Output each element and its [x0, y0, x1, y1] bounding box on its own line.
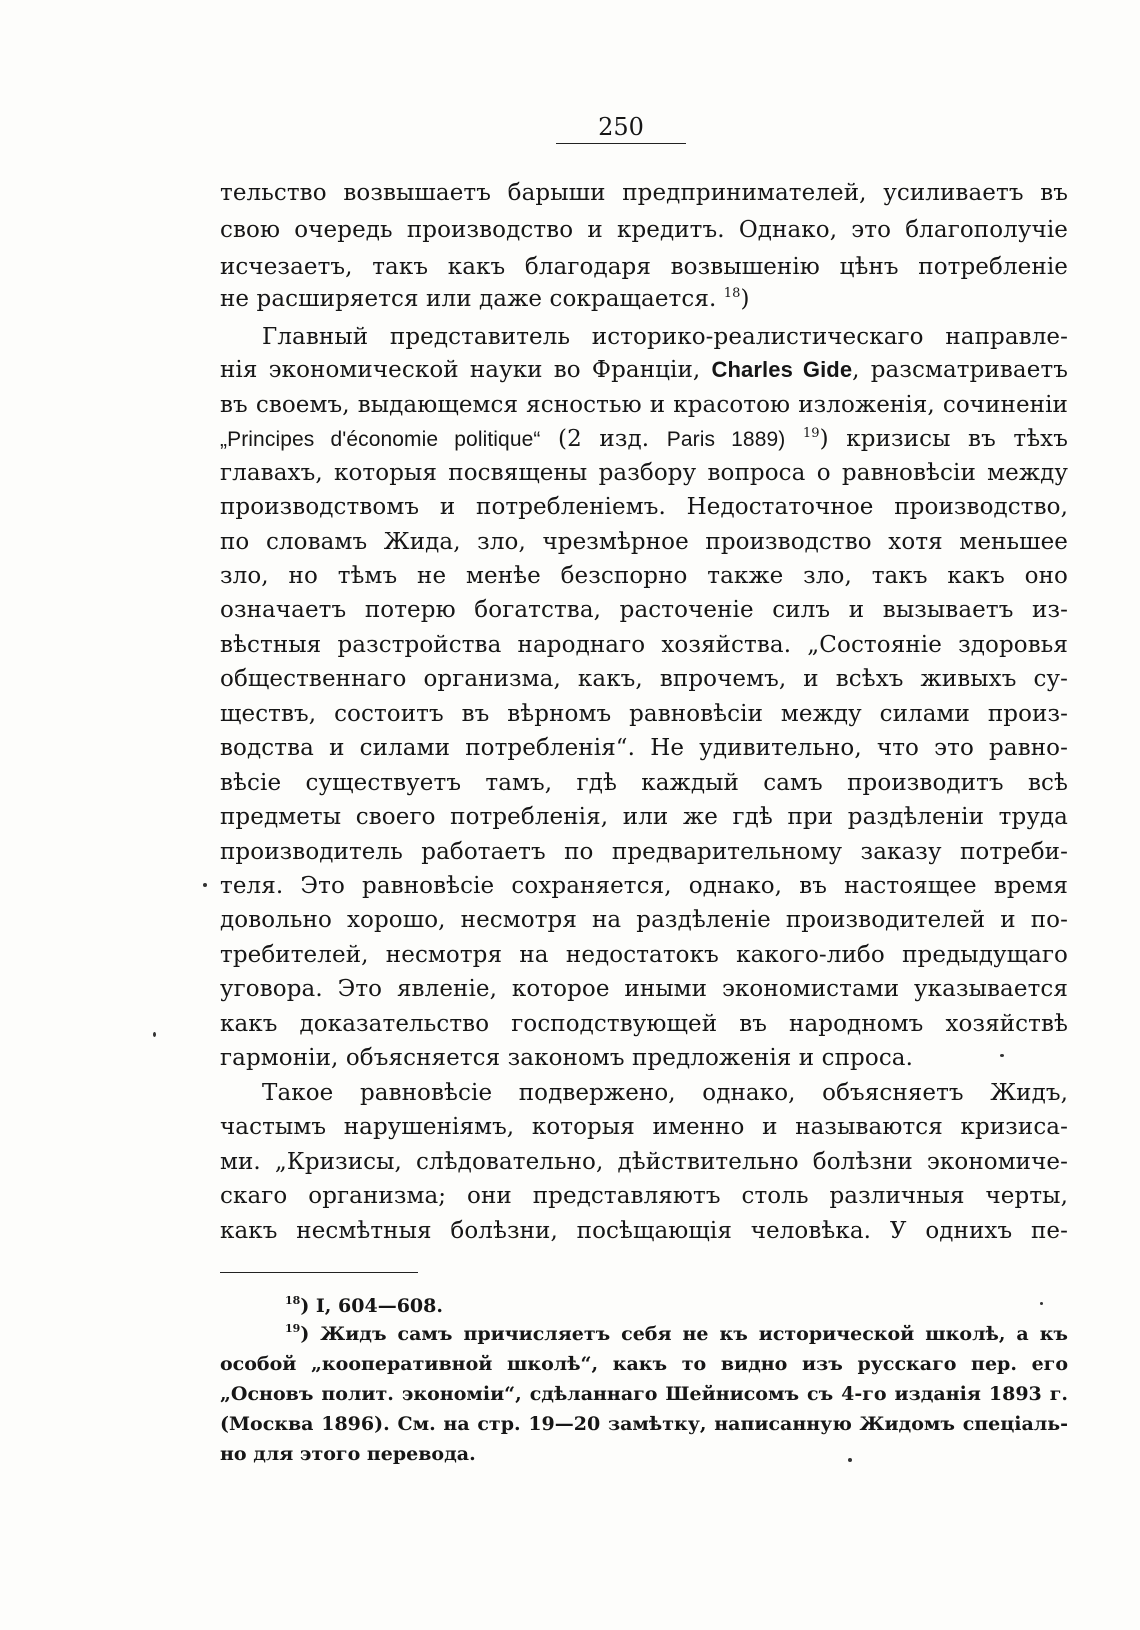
print-speck: [203, 883, 207, 887]
text-line: довольно хорошо, несмотря на раздѣленіе производителей и по-: [220, 907, 1068, 933]
footnote-ref: 19: [802, 426, 820, 441]
print-speck: [848, 1458, 852, 1462]
text-line: водства и силами потребленія“. Не удивительно, что это равно-: [220, 735, 1068, 761]
text-line: производствомъ и потребленіемъ. Недостаточное производство,: [220, 494, 1068, 520]
footnote: [285, 1292, 1068, 1320]
footnote-ref-paren: ): [740, 286, 750, 312]
text-line: предметы своего потребленія, или же гдѣ при раздѣленіи труда: [220, 804, 1068, 830]
line-text: нія экономической науки во Франціи,: [220, 357, 701, 383]
text-line: [220, 284, 1068, 314]
text-line: Главный представитель историко-реалистическаго направле-: [262, 324, 1068, 350]
text-line: частымъ нарушеніямъ, которыя именно и называются кризиса-: [220, 1114, 1068, 1140]
footnote-number: 18: [285, 1294, 301, 1307]
footnote-text: ) I, 604—608.: [300, 1295, 443, 1317]
page-number-rule: [556, 143, 686, 144]
text-line: по словамъ Жида, зло, чрезмѣрное производство хотя меньшее: [220, 529, 1068, 555]
publication-city: Paris 1889): [666, 428, 786, 451]
text-line: главахъ, которыя посвящены разбору вопроса о равновѣсіи между: [220, 460, 1068, 486]
text-line: [220, 355, 1068, 385]
text-line: исчезаетъ, такъ какъ благодаря возвышенію цѣнъ потребленіе: [220, 254, 1068, 280]
footnote-number: 19: [285, 1322, 301, 1335]
page-number: 250: [598, 113, 644, 141]
footnote: [285, 1320, 1068, 1348]
text-line: скаго организма; они представляютъ столь различныя черты,: [220, 1183, 1068, 1209]
footnote-text: ) Жидъ самъ причисляетъ себя не къ исторической школѣ, а къ: [300, 1323, 1068, 1345]
book-title: „Principes d'économie politique“: [220, 428, 541, 451]
text-line: зло, но тѣмъ не менѣе безспорно также зло, такъ какъ оно: [220, 563, 1068, 589]
footnote-ref: 18: [723, 286, 741, 301]
text-line: Такое равновѣсіе подвержено, однако, объясняетъ Жидъ,: [262, 1080, 1068, 1106]
print-speck: [153, 1032, 156, 1037]
text-line: гармоніи, объясняется закономъ предложенія и спроса.: [220, 1045, 914, 1071]
text-line: означаетъ потерю богатства, расточеніе силъ и вызываетъ из-: [220, 597, 1068, 623]
footnote-line: (Москва 1896). См. на стр. 19—20 замѣтку, написанную Жидомъ спеціаль-: [220, 1413, 1068, 1435]
text-line: какъ несмѣтныя болѣзни, посѣщающія человѣка. У однихъ пе-: [220, 1218, 1068, 1244]
text-line: вѣсіе существуетъ тамъ, гдѣ каждый самъ производитъ всѣ: [220, 770, 1068, 796]
text-line: тельство возвышаетъ барыши предпринимателей, усиливаетъ въ: [220, 180, 1068, 206]
text-line: ми. „Кризисы, слѣдовательно, дѣйствительно болѣзни экономиче-: [220, 1149, 1068, 1175]
text-line: требителей, несмотря на недостатокъ какого-либо предыдущаго: [220, 942, 1068, 968]
line-text: (2 изд.: [558, 426, 650, 452]
text-line: какъ доказательство господствующей въ народномъ хозяйствѣ: [220, 1011, 1068, 1037]
footnote-line: но для этого перевода.: [220, 1443, 476, 1465]
text-line: [220, 424, 1068, 455]
footnote-line: особой „кооперативной школѣ“, какъ то видно изъ русскаго пер. его: [220, 1353, 1068, 1375]
author-name: Charles Gide: [711, 357, 853, 382]
text-line: производитель работаетъ по предварительному заказу потреби-: [220, 839, 1068, 865]
text-line: уговора. Это явленіе, которое иными экономистами указывается: [220, 976, 1068, 1002]
print-speck: [1040, 1302, 1043, 1305]
print-speck: [1000, 1054, 1004, 1057]
text-line: теля. Это равновѣсіе сохраняется, однако, въ настоящее время: [220, 873, 1068, 899]
line-text: , разсматриваетъ: [852, 357, 1068, 383]
text-line: ществъ, состоитъ въ вѣрномъ равновѣсіи между силами произ-: [220, 701, 1068, 727]
text-line: вѣстныя разстройства народнаго хозяйства. „Состояніе здоровья: [220, 632, 1068, 658]
footnote-rule: [220, 1272, 418, 1273]
text-line: общественнаго организма, какъ, впрочемъ, и всѣхъ живыхъ су-: [220, 666, 1068, 692]
text-line: свою очередь производство и кредитъ. Однако, это благополучіе: [220, 217, 1068, 243]
line-text: ) кризисы въ тѣхъ: [819, 426, 1068, 452]
footnote-line: „Основъ полит. экономіи“, сдѣланнаго Шейнисомъ съ 4-го изданія 1893 г.: [220, 1383, 1068, 1405]
text-line: въ своемъ, выдающемся ясностью и красотою изложенія, сочиненіи: [220, 392, 1068, 418]
line-text: не расширяется или даже сокращается.: [220, 286, 717, 312]
